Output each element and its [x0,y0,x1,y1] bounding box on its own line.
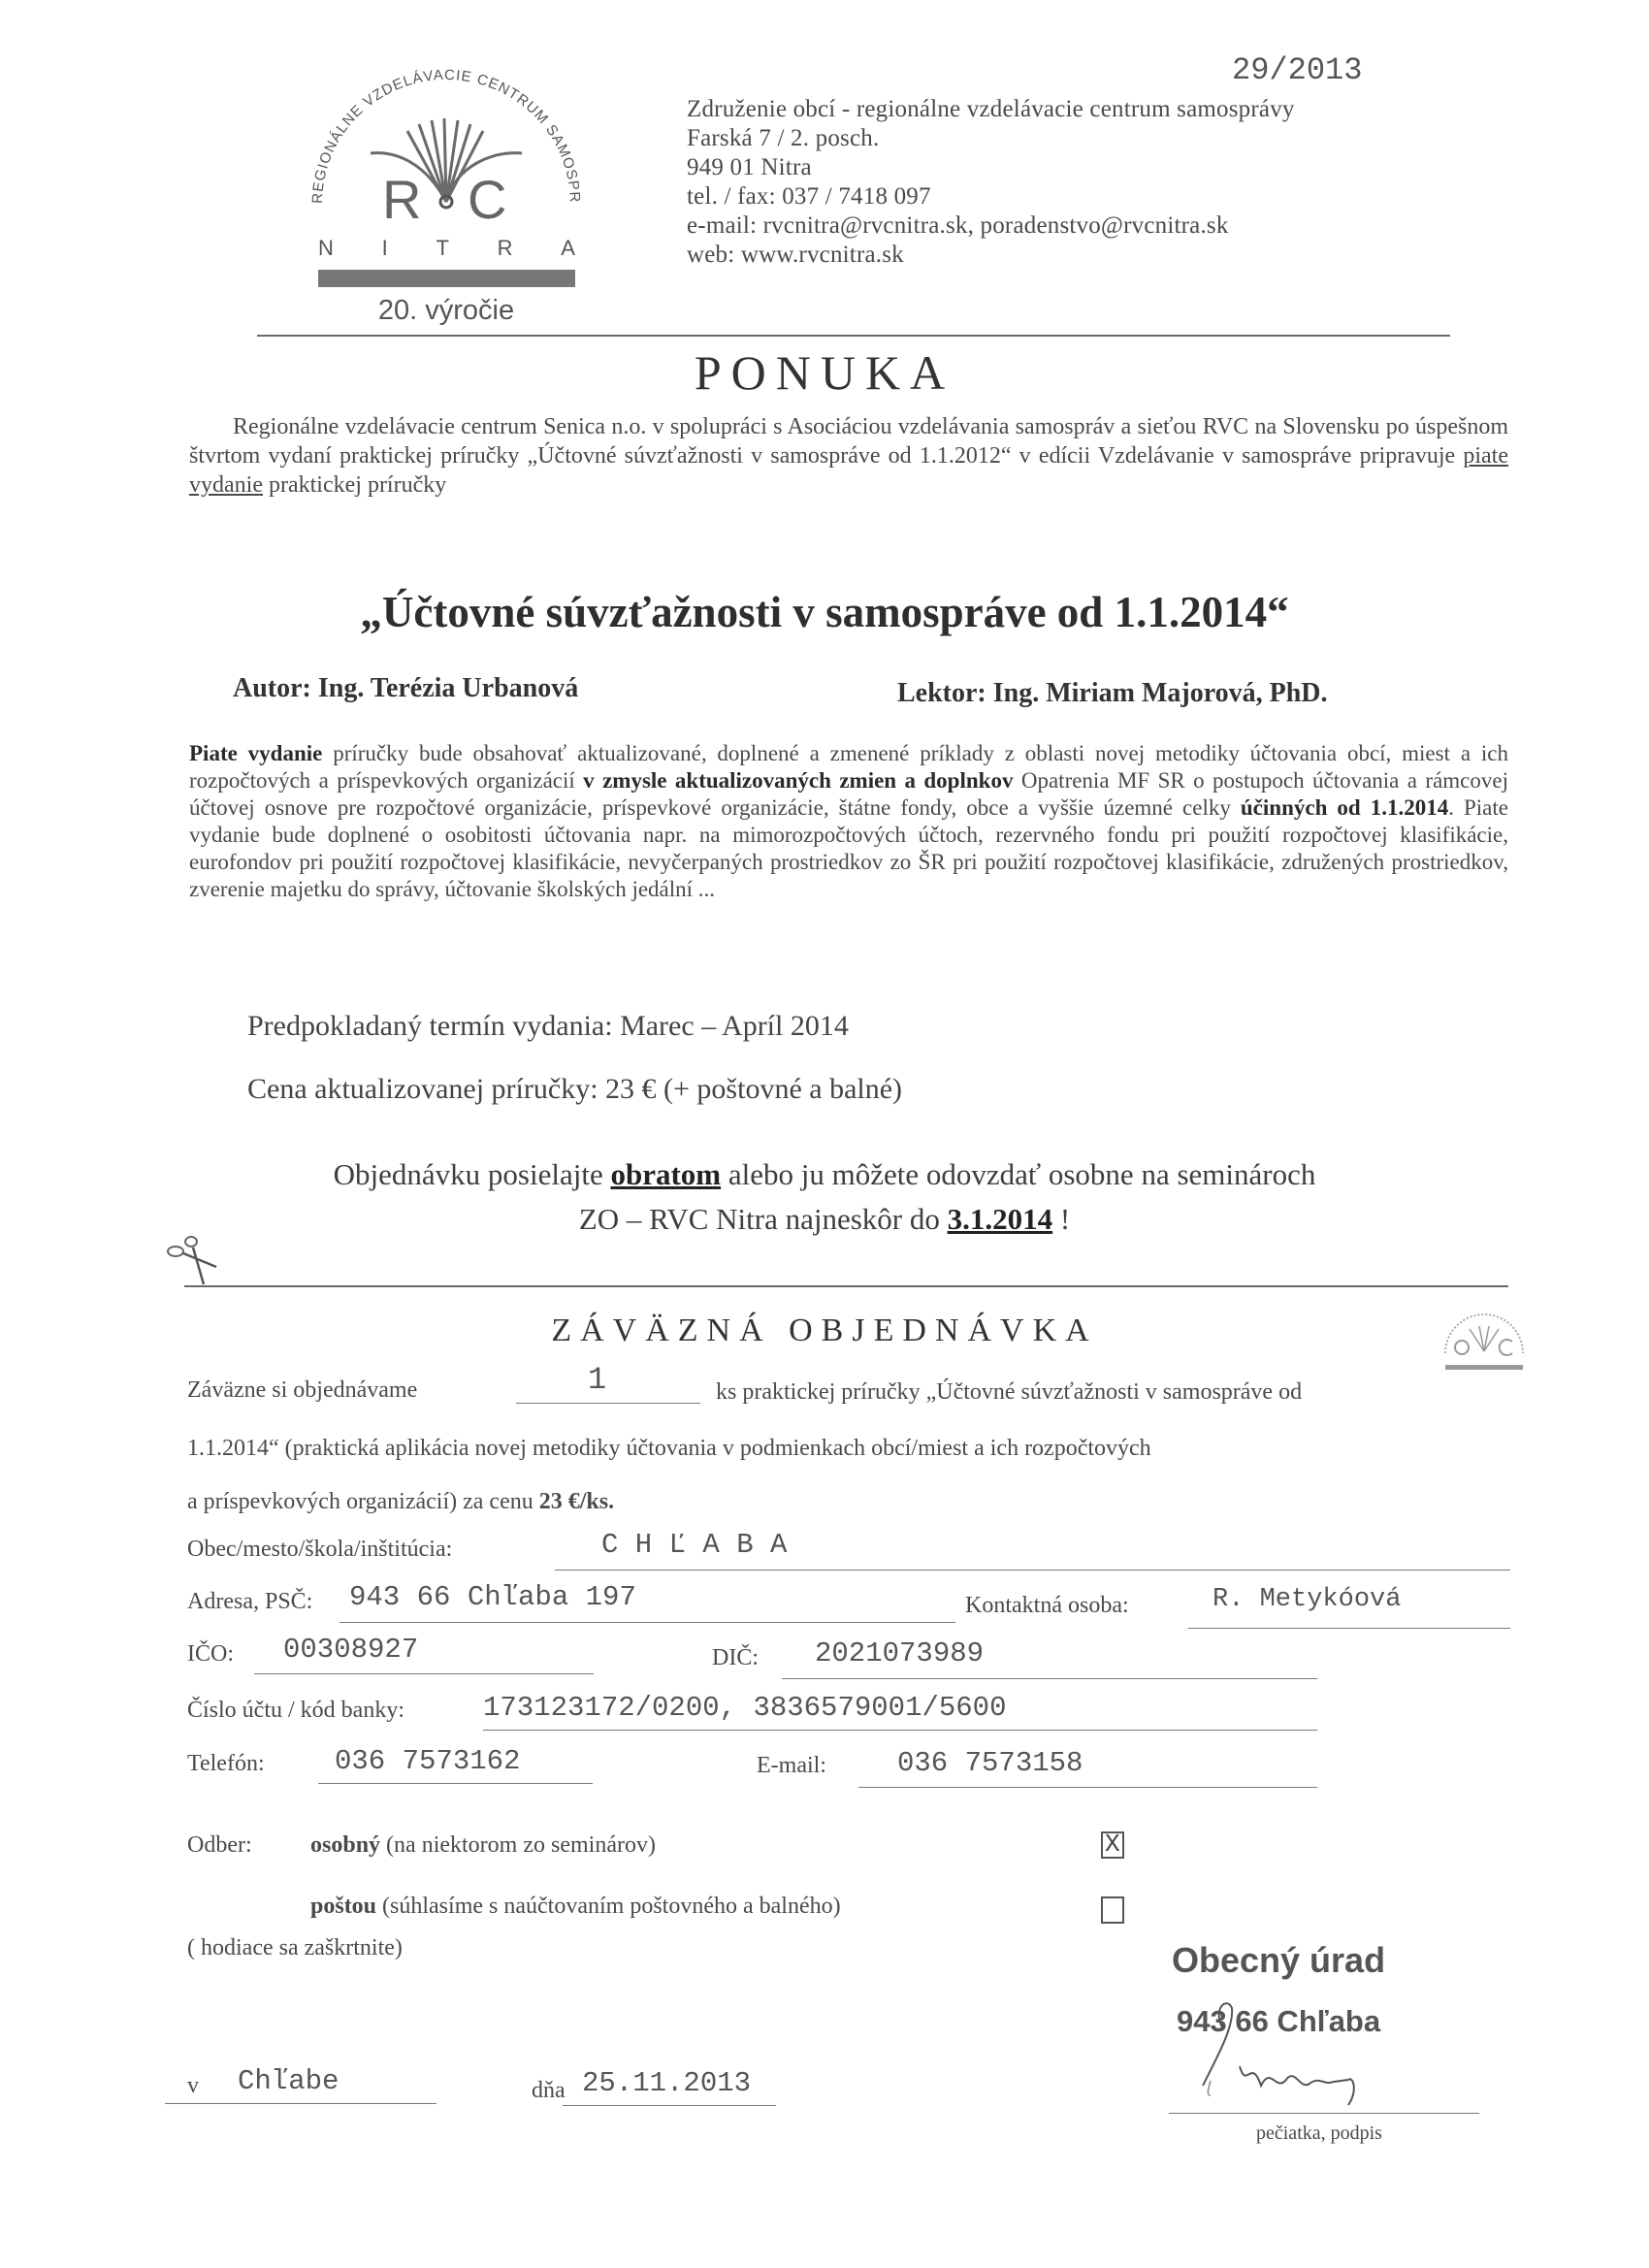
document-number: 29/2013 [1232,52,1363,88]
rvc-nitra-logo [301,58,592,340]
order-prefix: Záväzne si objednávame [187,1377,418,1403]
pickup-post-checkbox[interactable] [1101,1896,1124,1924]
pickup-post-bold: poštou [310,1894,377,1919]
order-line-3 [187,1487,614,1516]
ico-underline [254,1673,594,1674]
date-prefix: dňa [532,2078,566,2103]
desc-bold-3: účinných od 1.1.2014 [1240,795,1449,820]
organization-street: Farská 7 / 2. posch. [687,125,880,151]
phone-field[interactable]: 036 7573162 [335,1745,521,1777]
account-label: Číslo účtu / kód banky: [187,1698,404,1723]
organization-web: web: www.rvcnitra.sk [687,242,904,268]
email-underline [858,1787,1317,1788]
desc-text-1: príručky bude obsahovať aktualizované, doplnené a zmenené príklady z oblasti novej metodiky účtovania obcí, miest a ich rozpočtových a príspevkových organizácií [189,741,1509,793]
check-mark-icon: X [1105,1830,1120,1859]
contact-field[interactable]: R. Metykóová [1212,1585,1402,1614]
order-line-2: 1.1.2014“ (praktická aplikácia novej metodiky účtovania v podmienkach obcí/miest a ich rozpočtových [187,1436,1151,1461]
date-underline [563,2105,776,2106]
phone-label: Telefón: [187,1751,265,1776]
book-author: Autor: Ing. Terézia Urbanová [233,673,579,703]
account-field[interactable]: 173123172/0200, 3836579001/5600 [483,1692,1007,1724]
desc-bold-1: Piate vydanie [189,741,323,765]
email-label: E-mail: [757,1753,826,1778]
quantity-field[interactable]: 1 [588,1362,607,1398]
organization-phone: tel. / fax: 037 / 7418 097 [687,183,931,210]
signature-underline [1169,2113,1479,2114]
release-date: Predpokladaný termín vydania: Marec – Apríl 2014 [247,1010,849,1042]
logo-letter-c: C [468,169,507,230]
cut-line [184,1285,1508,1287]
intro-text-end: praktickej príručky [262,472,447,498]
email-field[interactable]: 036 7573158 [897,1747,1083,1779]
order-price: 23 €/ks. [538,1489,615,1514]
book-description [189,740,1508,903]
deadline-line-2 [0,1201,1649,1238]
intro-underlined: piate vydanie [189,443,1508,498]
deadline-text: Objednávku posielajte [333,1157,611,1191]
account-underline [483,1730,1317,1731]
deadline-text: alebo ju môžete odovzdať osobne na seminároch [721,1157,1316,1191]
deadline-line-1 [0,1156,1649,1193]
logo-city-letters [318,235,575,262]
place-underline [165,2103,436,2104]
offer-title: PONUKA [694,345,955,400]
date-field[interactable]: 25.11.2013 [582,2067,752,2099]
organization-email: e-mail: rvcnitra@rvcnitra.sk, poradenstvo@rvcnitra.sk [687,212,1229,239]
place-prefix: v [187,2073,199,2098]
stamp-line-1: Obecný úrad [1172,1940,1386,1980]
book-lector: Lektor: Ing. Miriam Majorová, PhD. [897,678,1328,708]
pickup-personal-bold: osobný [310,1832,381,1858]
institution-field[interactable]: C H Ľ A B A [601,1529,788,1561]
ico-label: IČO: [187,1641,234,1667]
deadline-text: ZO – RVC Nitra najneskôr do [578,1202,948,1236]
small-rvc-logo [1431,1305,1537,1387]
stamp-line-2: 943 66 Chľaba [1177,2004,1381,2038]
price-info: Cena aktualizovanej príručky: 23 € (+ poštovné a balné) [247,1073,903,1105]
intro-text: Regionálne vzdelávacie centrum Senica n.o. v spolupráci s Asociáciou vzdelávania samospráv a sieťou RVC na Slovensku po úspešnom štvrtom vydaní praktickej príručky „Účtovné súvzťažnosti v samospráve od 1.1.2012“ v edícii Vzdelávanie v samospráve pripravuje [189,414,1508,469]
logo-city-letter: I [381,236,388,260]
organization-city: 949 01 Nitra [687,154,812,180]
quantity-underline [516,1403,700,1404]
organization-name: Združenie obcí - regionálne vzdelávacie centrum samosprávy [687,96,1295,122]
order-line-3-text: a príspevkových organizácií) za cenu [187,1489,539,1514]
dic-label: DIČ: [712,1645,759,1670]
deadline-text: ! [1052,1202,1071,1236]
logo-city-letter: R [497,236,513,260]
address-field[interactable]: 943 66 Chľaba 197 [349,1581,636,1613]
dic-underline [782,1678,1317,1679]
signature-icon [1164,1998,1455,2120]
logo-city-letter: A [561,236,575,260]
dic-field[interactable]: 2021073989 [815,1637,985,1669]
institution-label: Obec/mesto/škola/inštitúcia: [187,1537,453,1562]
pickup-post-option [310,1892,841,1921]
pickup-label: Odber: [187,1832,252,1858]
logo-city-letter: N [318,236,334,260]
deadline-date: 3.1.2014 [947,1202,1053,1236]
logo-anniversary: 20. výročie [377,295,515,326]
logo-letter-r: R [382,169,422,230]
contact-underline [1188,1628,1510,1629]
pickup-hint: ( hodiace sa zaškrtnite) [187,1935,403,1960]
pickup-personal-text: (na niektorom zo seminárov) [380,1832,656,1858]
order-title: ZÁVÄZNÁ OBJEDNÁVKA [551,1312,1098,1348]
pickup-personal-checkbox[interactable] [1101,1831,1124,1859]
logo-city-letter: T [436,236,449,260]
desc-text-3: . Piate vydanie bude doplnené o osobitosti účtovania napr. na mimorozpočtových účtoch, rezervného fondu pri použití rozpočtovej klasifikácie, eurofondov pri použití rozpočtovej klasifikácie, nevyčerpaných prostriedkov zo ŠR pri použití rozpočtovej klasifikácie, združených prostriedkov, zverenie majetku do správy, účtovanie školských jedální ... [189,795,1508,901]
pickup-post-text: (súhlasíme s naúčtovaním poštovného a balného) [376,1894,841,1919]
book-title: „Účtovné súvzťažnosti v samospráve od 1.1.2014“ [360,588,1289,636]
deadline-bold: obratom [610,1157,722,1191]
header-divider [257,335,1450,337]
institution-underline [555,1570,1510,1571]
address-label: Adresa, PSČ: [187,1589,313,1614]
offer-intro [189,412,1508,500]
address-underline [340,1622,955,1623]
logo-arc-text: REGIONÁLNE VZDELÁVACIE CENTRUM SAMOSPR [308,66,584,205]
place-field[interactable]: Chľabe [238,2065,340,2097]
signature-caption: pečiatka, podpis [1256,2122,1382,2144]
pickup-personal-option [310,1831,656,1860]
desc-text-2: Opatrenia MF SR o postupoch účtovania a rámcovej účtovej osnove pre rozpočtové organizácie, príspevkové organizácie, štátne fondy, obce a vyššie územné celky [189,768,1508,820]
phone-underline [318,1783,593,1784]
scissors-icon [160,1230,218,1293]
ico-field[interactable]: 00308927 [283,1634,419,1666]
contact-label: Kontaktná osoba: [965,1593,1129,1618]
order-suffix: ks praktickej príručky „Účtovné súvzťažnosti v samospráve od [716,1379,1303,1405]
desc-bold-2: v zmysle aktualizovaných zmien a doplnkov [583,768,1014,793]
